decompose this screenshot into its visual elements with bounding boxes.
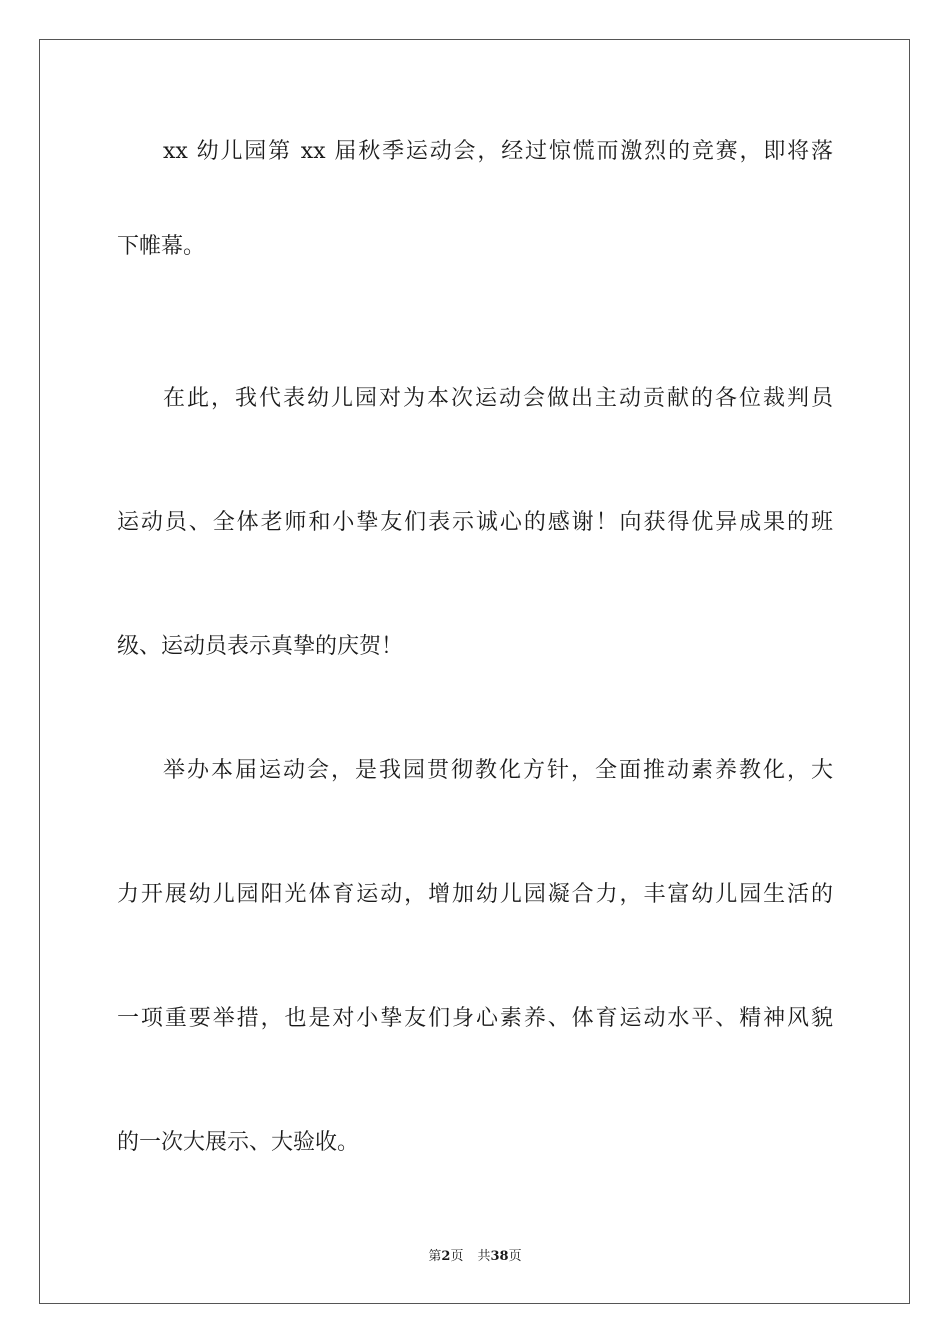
paragraph-1-line-1: xx 幼儿园第 xx 届秋季运动会，经过惊慌而激烈的竞赛，即将落 (163, 139, 833, 164)
page-border (39, 39, 910, 1304)
page-suffix: 页 (450, 1249, 464, 1264)
paragraph-3-line-4: 的一次大展示、大验收。 (117, 1130, 360, 1155)
total-pages: 38 (490, 1249, 509, 1264)
paragraph-1-line-2: 下帷幕。 (117, 234, 206, 259)
paragraph-2-line-1: 在此，我代表幼儿园对为本次运动会做出主动贡献的各位裁判员 (163, 386, 833, 411)
paragraph-3-line-1: 举办本届运动会，是我园贯彻教化方针，全面推动素养教化，大 (163, 758, 833, 783)
page-number: 2 (441, 1249, 451, 1264)
page-footer (0, 1248, 950, 1266)
paragraph-3-line-3: 一项重要举措，也是对小挚友们身心素养、体育运动水平、精神风貌 (117, 1006, 833, 1031)
page-prefix: 第 (428, 1249, 442, 1264)
paragraph-2-line-2: 运动员、全体老师和小挚友们表示诚心的感谢！向获得优异成果的班 (117, 510, 833, 535)
total-prefix: 共 (477, 1249, 491, 1264)
total-suffix: 页 (508, 1249, 522, 1264)
paragraph-3-line-2: 力开展幼儿园阳光体育运动，增加幼儿园凝合力，丰富幼儿园生活的 (117, 882, 833, 907)
paragraph-2-line-3: 级、运动员表示真挚的庆贺！ (117, 634, 404, 659)
